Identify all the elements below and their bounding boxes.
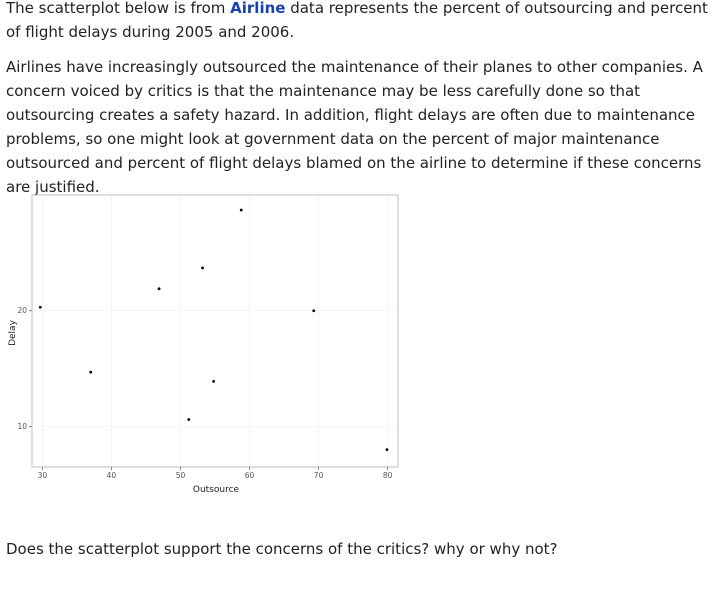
x-tick-label: 40 [106,471,117,480]
data-point [158,287,161,290]
scatterplot-svg [0,185,420,495]
context-paragraph: Airlines have increasingly outsourced the maintenance of their planes to other companies. A concern voiced by critics is that the maintenance may be less carefully done so that outsourcing creates a safety hazard. In addition, flight delays are often due to maintenance problems, so one might look at government data on the percent of major maintenance outsourced and percent of flight delays blamed on the airline to determine if these concerns are justified. [6,58,703,196]
x-axis-label: Outsource [192,485,240,495]
data-point [386,448,389,451]
data-point [201,267,204,270]
intro-paragraph [6,0,710,44]
x-tick-label: 60 [244,471,255,480]
data-point [39,306,42,309]
x-tick-label: 50 [175,471,186,480]
data-point [187,418,190,421]
question-paragraph: Does the scatterplot support the concerns of the critics? why or why not? [6,540,558,558]
x-tick-label: 30 [37,471,48,480]
data-point [312,309,315,312]
data-point [89,371,92,374]
y-axis-label: Delay [8,320,18,346]
intro-text-start: The scatterplot below is from [6,0,231,17]
data-point [212,380,215,383]
grid-lines [32,195,398,467]
y-tick-label: 10 [17,421,27,431]
x-tick-label: 80 [382,471,393,480]
axis-ticks [17,306,392,480]
intro-text-end: data represents the percent of outsourcing and percent of flight delays during 2005 and 2006. [6,0,708,41]
airline-link[interactable]: Airline [230,0,286,17]
x-tick-label: 70 [313,471,324,480]
y-tick-label: 20 [17,306,27,316]
scatterplot [0,185,420,495]
data-point [240,209,243,212]
data-points [39,209,388,451]
